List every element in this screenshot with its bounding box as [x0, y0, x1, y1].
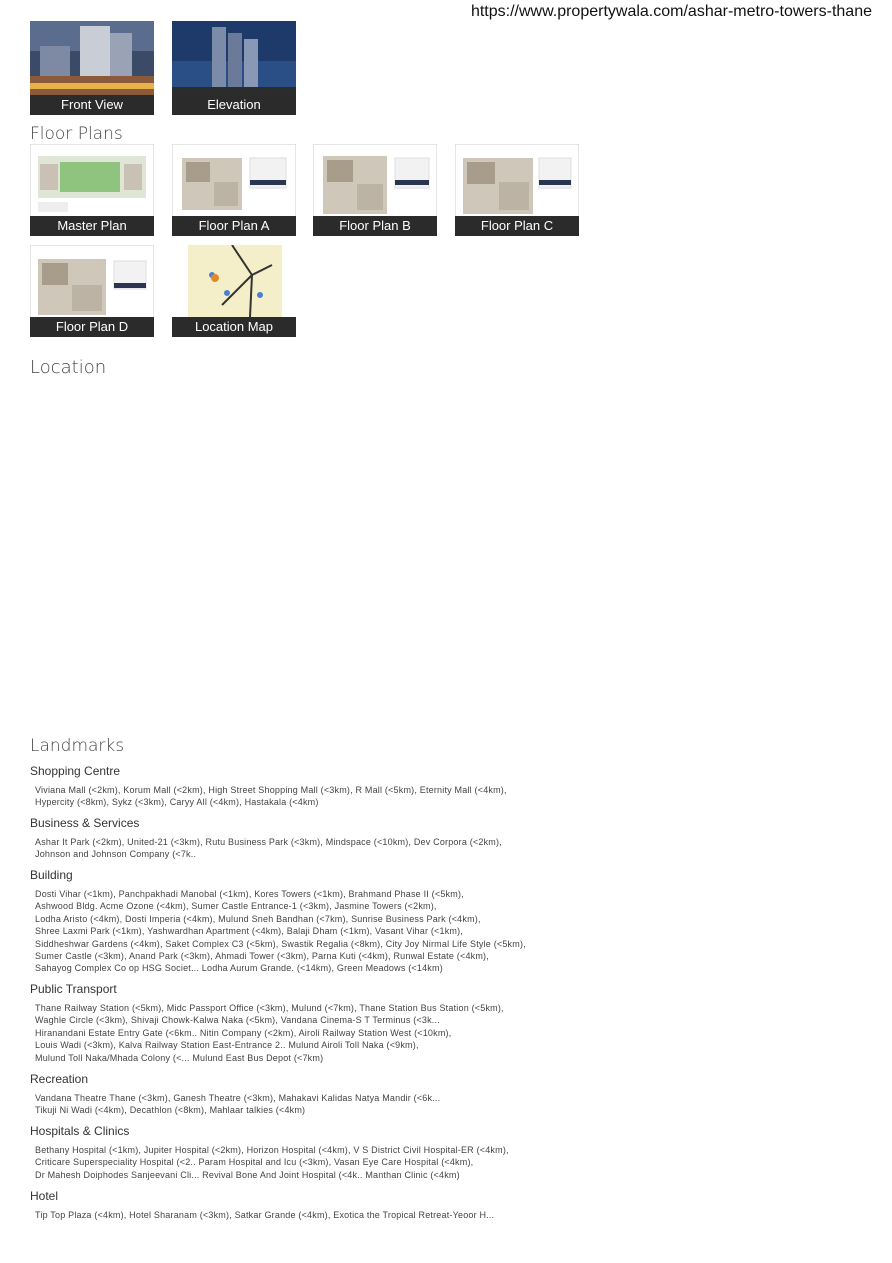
landmark-category: Recreation [30, 1072, 89, 1086]
floor-plan-caption: Master Plan [30, 216, 154, 236]
landmark-line: Criticare Superspeciality Hospital (<2.. Param Hospital and Icu (<3km), Vasan Eye Care Hospital (<4km), [35, 1157, 474, 1168]
landmark-line: Bethany Hospital (<1km), Jupiter Hospital (<2km), Horizon Hospital (<4km), V S District Civil Hospital-ER (<4km), [35, 1145, 509, 1155]
landmark-line: Waghle Circle (<3km), Shivaji Chowk-Kalwa Naka (<5km), Vandana Cinema-S T Terminus (<3k... [35, 1015, 440, 1026]
gallery-thumb-front-view[interactable] [30, 21, 154, 115]
landmark-category: Hospitals & Clinics [30, 1124, 130, 1138]
floor-plan-caption: Floor Plan D [30, 317, 154, 337]
landmark-category: Building [30, 868, 73, 882]
gallery-caption: Elevation [172, 95, 296, 115]
landmark-line: Vandana Theatre Thane (<3km), Ganesh Theatre (<3km), Mahakavi Kalidas Natya Mandir (<6k... [35, 1093, 441, 1103]
landmark-line: Sumer Castle (<3km), Anand Park (<3km), Ahmadi Tower (<3km), Parna Kuti (<4km), Runwal Estate (<4km), [35, 951, 489, 962]
landmark-category: Hotel [30, 1189, 59, 1203]
landmark-line: Lodha Aristo (<4km), Dosti Imperia (<4km), Mulund Sneh Bandhan (<7km), Sunrise Business Park (<4km), [35, 913, 481, 924]
floor-plan-thumb-a[interactable] [172, 144, 296, 236]
floor-plan-thumb-c[interactable] [455, 144, 579, 236]
location-title: Location [30, 357, 107, 378]
landmark-line: Tip Top Plaza (<4km), Hotel Sharanam (<3km), Satkar Grande (<4km), Exotica the Tropical Retreat-Yeoor H... [35, 1210, 495, 1220]
landmark-category: Shopping Centre [30, 764, 121, 778]
landmark-category: Public Transport [30, 982, 117, 996]
landmark-line: Louis Wadi (<3km), Kalva Railway Station East-Entrance 2.. Mulund Airoli Toll Naka (<9km), [35, 1040, 419, 1051]
landmark-items [35, 784, 595, 809]
landmark-items [35, 1092, 595, 1117]
landmark-line: Mulund Toll Naka/Mhada Colony (<... Mulund East Bus Depot (<7km) [35, 1052, 324, 1063]
floor-plan-caption: Location Map [172, 317, 296, 337]
floor-plans-title: Floor Plans [30, 124, 123, 144]
floor-plan-thumb-d[interactable] [30, 245, 154, 337]
location-map-thumb[interactable] [172, 245, 296, 337]
floor-plan-caption: Floor Plan A [172, 216, 296, 236]
gallery-thumb-elevation[interactable] [172, 21, 296, 115]
floor-plan-thumb-master[interactable] [30, 144, 154, 236]
landmark-line: Sahayog Complex Co op HSG Societ... Lodha Aurum Grande. (<14km), Green Meadows (<14km) [35, 963, 443, 974]
landmark-line: Johnson and Johnson Company (<7k.. [35, 849, 197, 860]
landmark-line: Shree Laxmi Park (<1km), Yashwardhan Apartment (<4km), Balaji Dham (<1km), Vasant Vihar (<1km), [35, 926, 463, 937]
landmark-line: Dr Mahesh Doiphodes Sanjeevani Cli... Revival Bone And Joint Hospital (<4k.. Manthan Clinic (<4km) [35, 1169, 460, 1180]
landmark-category: Business & Services [30, 816, 140, 830]
landmark-line: Viviana Mall (<2km), Korum Mall (<2km), High Street Shopping Mall (<3km), R Mall (<5km), Eternity Mall (<4km), [35, 785, 507, 795]
landmark-line: Hiranandani Estate Entry Gate (<6km.. Nitin Company (<2km), Airoli Railway Station West (<10km), [35, 1027, 452, 1038]
landmark-line: Dosti Vihar (<1km), Panchpakhadi Manobal (<1km), Kores Towers (<1km), Brahmand Phase II (<5km), [35, 889, 464, 899]
landmark-line: Siddheshwar Gardens (<4km), Saket Complex C3 (<5km), Swastik Regalia (<8km), City Joy Nirmal Life Style (<5km), [35, 938, 526, 949]
floor-plan-caption: Floor Plan C [455, 216, 579, 236]
landmark-items [35, 1209, 595, 1221]
floor-plan-thumb-b[interactable] [313, 144, 437, 236]
landmark-items [35, 888, 595, 975]
gallery-caption: Front View [30, 95, 154, 115]
landmark-line: Ashwood Bldg. Acme Ozone (<4km), Sumer Castle Entrance-1 (<3km), Jasmine Towers (<2km), [35, 901, 437, 912]
landmark-line: Hypercity (<8km), Sykz (<3km), Caryy All (<4km), Hastakala (<4km) [35, 797, 319, 808]
landmarks-title: Landmarks [30, 736, 125, 756]
landmark-line: Tikuji Ni Wadi (<4km), Decathlon (<8km), Mahlaar talkies (<4km) [35, 1105, 306, 1116]
landmark-line: Thane Railway Station (<5km), Midc Passport Office (<3km), Mulund (<7km), Thane Station Bus Station (<5km), [35, 1003, 504, 1013]
landmark-line: Ashar It Park (<2km), United-21 (<3km), Rutu Business Park (<3km), Mindspace (<10km), Dev Corpora (<2km), [35, 837, 502, 847]
landmark-items [35, 1002, 595, 1064]
landmark-items [35, 836, 595, 861]
page-url[interactable]: https://www.propertywala.com/ashar-metro-towers-thane [470, 3, 872, 20]
floor-plan-caption: Floor Plan B [313, 216, 437, 236]
landmark-items [35, 1144, 595, 1181]
